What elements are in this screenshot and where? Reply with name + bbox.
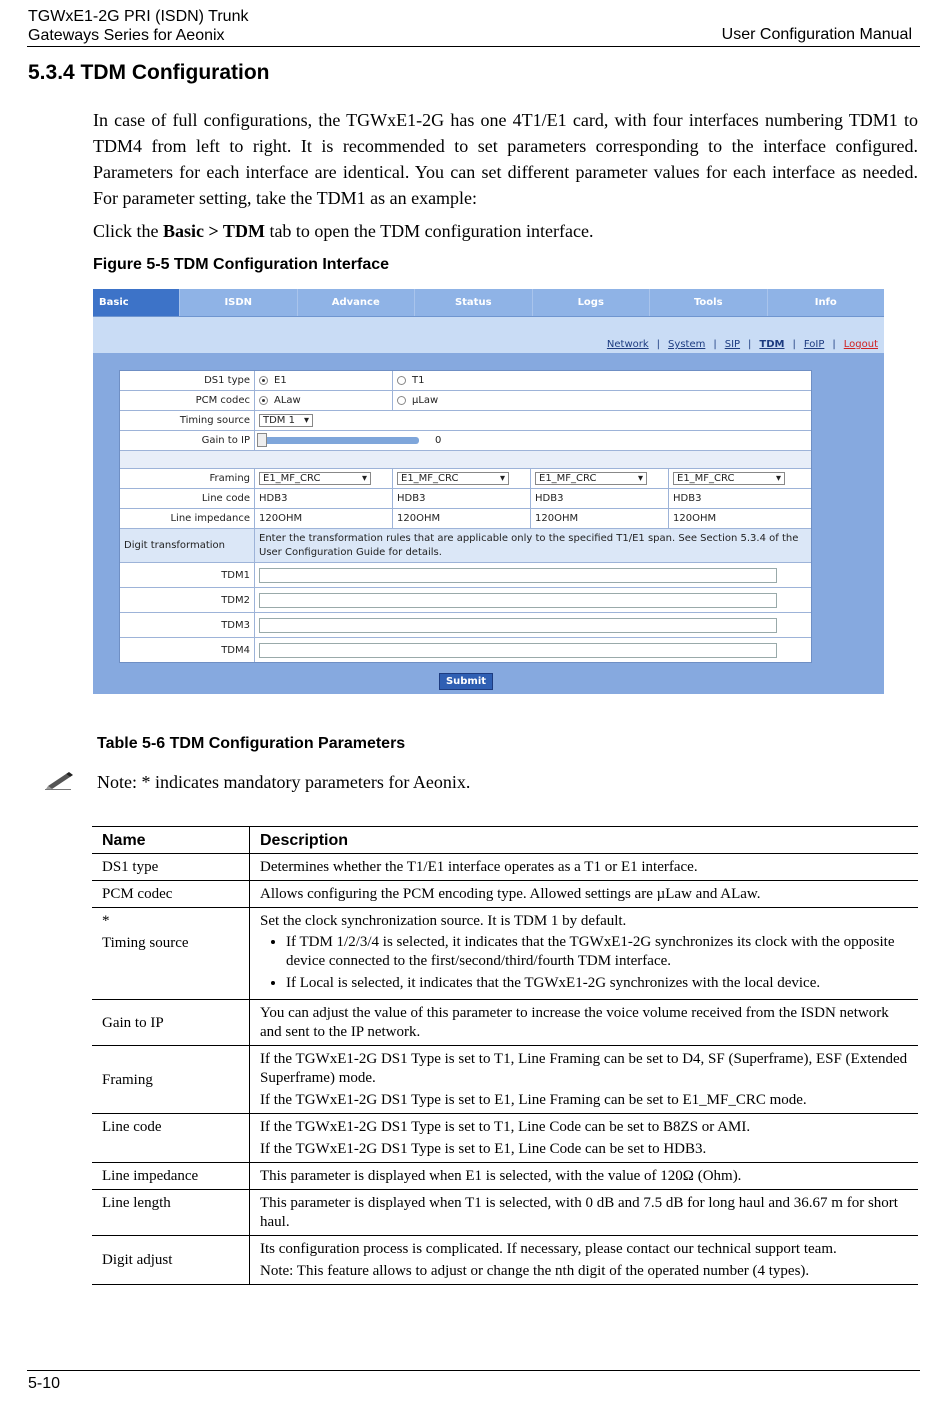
line-impedance-label: Line impedance <box>120 509 255 528</box>
param-description: Set the clock synchronization source. It is TDM 1 by default. <box>260 913 627 929</box>
subnav-separator: | <box>656 339 661 350</box>
framing-cell-4 <box>669 469 785 488</box>
section-title: 5.3.4 TDM Configuration <box>28 61 270 84</box>
framing-label: Framing <box>120 469 255 488</box>
param-name: Gain to IP <box>92 1000 250 1046</box>
timing-source-value: TDM 1 <box>263 415 295 426</box>
param-description: If the TGWxE1-2G DS1 Type is set to E1, Line Code can be set to HDB3. <box>260 1141 707 1157</box>
framing-select-3[interactable] <box>535 472 647 485</box>
row-digit-transformation <box>120 529 811 563</box>
line-code-value-3: HDB3 <box>531 489 669 508</box>
param-description-cell <box>250 1236 919 1285</box>
subnav-links <box>607 339 878 350</box>
slider-handle[interactable] <box>257 433 267 447</box>
line-impedance-value-4: 120OHM <box>673 513 717 524</box>
gain-slider[interactable] <box>259 437 419 444</box>
line-code-value-2: HDB3 <box>393 489 531 508</box>
param-name: DS1 type <box>92 854 250 881</box>
param-description: This parameter is displayed when E1 is selected, with the value of 120Ω (Ohm). <box>250 1163 919 1190</box>
line-impedance-value-2: 120OHM <box>393 509 531 528</box>
ds1-option-t1[interactable] <box>393 371 424 390</box>
param-name: Line code <box>92 1114 250 1163</box>
row-tdm1 <box>120 563 811 588</box>
row-framing <box>120 469 811 489</box>
timing-source-cell <box>255 411 313 430</box>
tdm4-label: TDM4 <box>120 638 255 662</box>
subnav-separator: | <box>832 339 836 350</box>
table-caption: Table 5-6 TDM Configuration Parameters <box>97 735 406 752</box>
tab-status[interactable]: Status <box>415 289 533 316</box>
param-description: If the TGWxE1-2G DS1 Type is set to T1, Line Framing can be set to D4, SF (Superframe), ESF (Extended Superframe) mode. <box>260 1051 908 1086</box>
tdm1-label: TDM1 <box>120 563 255 587</box>
framing-select-4[interactable] <box>673 472 785 485</box>
param-description: Its configuration process is complicated. If necessary, please contact our technical support team. <box>260 1241 837 1257</box>
framing-value: E1_MF_CRC <box>539 473 597 484</box>
tab-tools[interactable]: Tools <box>650 289 768 316</box>
param-name: Timing source <box>102 935 189 951</box>
pcm-option-ulaw[interactable] <box>393 391 438 410</box>
row-ds1-type <box>120 371 811 391</box>
param-name: Digit adjust <box>92 1236 250 1285</box>
tdm1-input[interactable] <box>259 568 777 583</box>
framing-value: E1_MF_CRC <box>677 473 735 484</box>
framing-value: E1_MF_CRC <box>263 473 321 484</box>
ds1-e1-label: E1 <box>274 375 287 386</box>
bullet-item: • If TDM 1/2/3/4 is selected, it indicates that the TGWxE1-2G synchronizes its clock with the opposite device connected to the first/second/third/fourth TDM interface. <box>286 933 908 971</box>
table-row <box>92 1114 918 1163</box>
framing-value: E1_MF_CRC <box>401 473 459 484</box>
table-row <box>92 1000 918 1046</box>
subnav-sip[interactable]: SIP <box>724 339 741 350</box>
row-spacer <box>120 451 811 469</box>
row-line-impedance <box>120 509 811 529</box>
table-row <box>92 1236 918 1285</box>
line-code-value-4: HDB3 <box>673 493 702 504</box>
page-number: 5-10 <box>28 1375 61 1392</box>
header-line1: TGWxE1-2G PRI (ISDN) Trunk <box>28 8 249 25</box>
line-code-label: Line code <box>120 489 255 508</box>
subnav-separator: | <box>713 339 717 350</box>
dropdown-arrow-icon: ▾ <box>361 473 367 484</box>
dropdown-arrow-icon: ▾ <box>303 415 309 426</box>
radio-unselected-icon[interactable] <box>397 396 406 405</box>
radio-selected-icon[interactable] <box>259 376 268 385</box>
table-header-row <box>92 827 918 854</box>
param-description-cell <box>250 908 919 1000</box>
tdm2-label: TDM2 <box>120 588 255 612</box>
header-line2: Gateways Series for Aeonix <box>28 27 225 44</box>
pcm-option-alaw[interactable] <box>255 391 393 410</box>
dropdown-arrow-icon: ▾ <box>637 473 643 484</box>
row-timing-source <box>120 411 811 431</box>
param-description: If the TGWxE1-2G DS1 Type is set to E1, Line Framing can be set to E1_MF_CRC mode. <box>260 1092 807 1108</box>
intro-paragraph: In case of full configurations, the TGWxE1-2G has one 4T1/E1 card, with four interfaces numbering TDM1 to TDM4 from left to right. It is recommended to set parameters corresponding to the interface configured. Parameters for each interface are identical. You can set different parameter values for each interface as needed. For parameter setting, take the TDM1 as an example: <box>93 110 918 208</box>
digit-transformation-label: Digit transformation <box>120 529 255 562</box>
dropdown-arrow-icon: ▾ <box>775 473 781 484</box>
footer-rule <box>27 1370 920 1371</box>
tdm4-input[interactable] <box>259 643 777 658</box>
framing-select-2[interactable] <box>397 472 509 485</box>
param-name-cell <box>92 908 250 1000</box>
gain-to-ip-cell <box>255 431 441 450</box>
gain-value: 0 <box>435 435 442 446</box>
row-tdm4 <box>120 638 811 662</box>
table-row <box>92 854 918 881</box>
tdm-config-form <box>119 370 812 663</box>
tdm-config-screenshot <box>93 289 884 694</box>
subnav-logout[interactable]: Logout <box>843 339 878 350</box>
instruction-after: tab to open the TDM configuration interface. <box>264 221 594 241</box>
dropdown-arrow-icon: ▾ <box>499 473 505 484</box>
subnav-system[interactable]: System <box>668 339 706 350</box>
figure-caption: Figure 5-5 TDM Configuration Interface <box>93 256 390 273</box>
framing-cell-2 <box>393 469 531 488</box>
tab-info[interactable]: Info <box>814 297 837 308</box>
instruction-before: Click the <box>93 221 163 241</box>
tdm3-label: TDM3 <box>120 613 255 637</box>
param-description: If the TGWxE1-2G DS1 Type is set to T1, Line Code can be set to B8ZS or AMI. <box>260 1119 751 1135</box>
ds1-option-e1[interactable] <box>255 371 393 390</box>
row-tdm2 <box>120 588 811 613</box>
table-row <box>92 1046 918 1114</box>
tdm3-input[interactable] <box>259 618 777 633</box>
tdm2-input[interactable] <box>259 593 777 608</box>
tab-logs[interactable]: Logs <box>533 289 651 316</box>
main-tab-bar <box>93 289 884 317</box>
bullet-list <box>260 933 908 993</box>
digit-transformation-text: Enter the transformation rules that are applicable only to the specified T1/E1 span. See Section 5.3.4 of the User Configuration Guide for details. <box>259 532 799 558</box>
line-impedance-value-1: 120OHM <box>255 509 393 528</box>
submit-button[interactable]: Submit <box>439 673 493 690</box>
framing-select-1[interactable] <box>259 472 371 485</box>
header-product <box>28 7 248 45</box>
parameters-table <box>92 826 918 1285</box>
framing-cell-3 <box>531 469 669 488</box>
column-header-name: Name <box>92 827 250 854</box>
pcm-codec-label: PCM codec <box>120 391 255 410</box>
tab-isdn[interactable]: ISDN <box>180 289 298 316</box>
column-header-description: Description <box>250 827 919 854</box>
param-description-cell <box>250 1114 919 1163</box>
param-name: Framing <box>92 1046 250 1114</box>
param-description: Note: This feature allows to adjust or change the nth digit of the operated number (4 types). <box>260 1263 810 1279</box>
subnav-separator: | <box>792 339 796 350</box>
row-pcm-codec <box>120 391 811 411</box>
param-description: Determines whether the T1/E1 interface operates as a T1 or E1 interface. <box>250 854 919 881</box>
timing-source-select[interactable] <box>259 414 313 427</box>
mandatory-marker: * <box>102 913 110 929</box>
instruction-bold: Basic > TDM <box>163 221 265 241</box>
table-row <box>92 908 918 1000</box>
subnav-separator: | <box>748 339 752 350</box>
pcm-alaw-label: ALaw <box>274 395 301 406</box>
row-tdm3 <box>120 613 811 638</box>
framing-cell-1 <box>255 469 393 488</box>
param-name: Line length <box>92 1190 250 1236</box>
radio-unselected-icon[interactable] <box>397 376 406 385</box>
line-code-value-1: HDB3 <box>255 489 393 508</box>
row-gain-to-ip <box>120 431 811 451</box>
radio-selected-icon[interactable] <box>259 396 268 405</box>
timing-source-label: Timing source <box>120 411 255 430</box>
param-description-cell <box>250 1046 919 1114</box>
param-name: PCM codec <box>92 881 250 908</box>
header-rule <box>27 46 920 47</box>
subnav-foip[interactable]: FoIP <box>803 339 825 350</box>
pencil-note-icon <box>44 768 74 790</box>
gain-to-ip-label: Gain to IP <box>120 431 255 450</box>
table-row <box>92 881 918 908</box>
param-description: You can adjust the value of this parameter to increase the voice volume received from the ISDN network and sent to the IP network. <box>250 1000 919 1046</box>
param-description: This parameter is displayed when T1 is selected, with 0 dB and 7.5 dB for long haul and 36.67 m for short haul. <box>250 1190 919 1236</box>
param-name: Line impedance <box>92 1163 250 1190</box>
tab-basic[interactable]: Basic <box>93 289 180 316</box>
ds1-type-label: DS1 type <box>120 371 255 390</box>
line-impedance-value-3: 120OHM <box>531 509 669 528</box>
subnav-network[interactable]: Network <box>606 339 649 350</box>
param-description: Allows configuring the PCM encoding type. Allowed settings are µLaw and ALaw. <box>250 881 919 908</box>
note-text: Note: * indicates mandatory parameters for Aeonix. <box>97 772 471 792</box>
table-row <box>92 1190 918 1236</box>
subnav-tdm[interactable]: TDM <box>759 339 785 350</box>
row-line-code <box>120 489 811 509</box>
table-row <box>92 1163 918 1190</box>
pcm-ulaw-label: µLaw <box>412 395 439 406</box>
ds1-t1-label: T1 <box>412 375 425 386</box>
bullet-item: • If Local is selected, it indicates that the TGWxE1-2G synchronizes with the local device. <box>286 974 908 993</box>
instruction-paragraph <box>93 218 918 244</box>
header-manual-title: User Configuration Manual <box>721 26 912 43</box>
tab-advance[interactable]: Advance <box>298 289 416 316</box>
